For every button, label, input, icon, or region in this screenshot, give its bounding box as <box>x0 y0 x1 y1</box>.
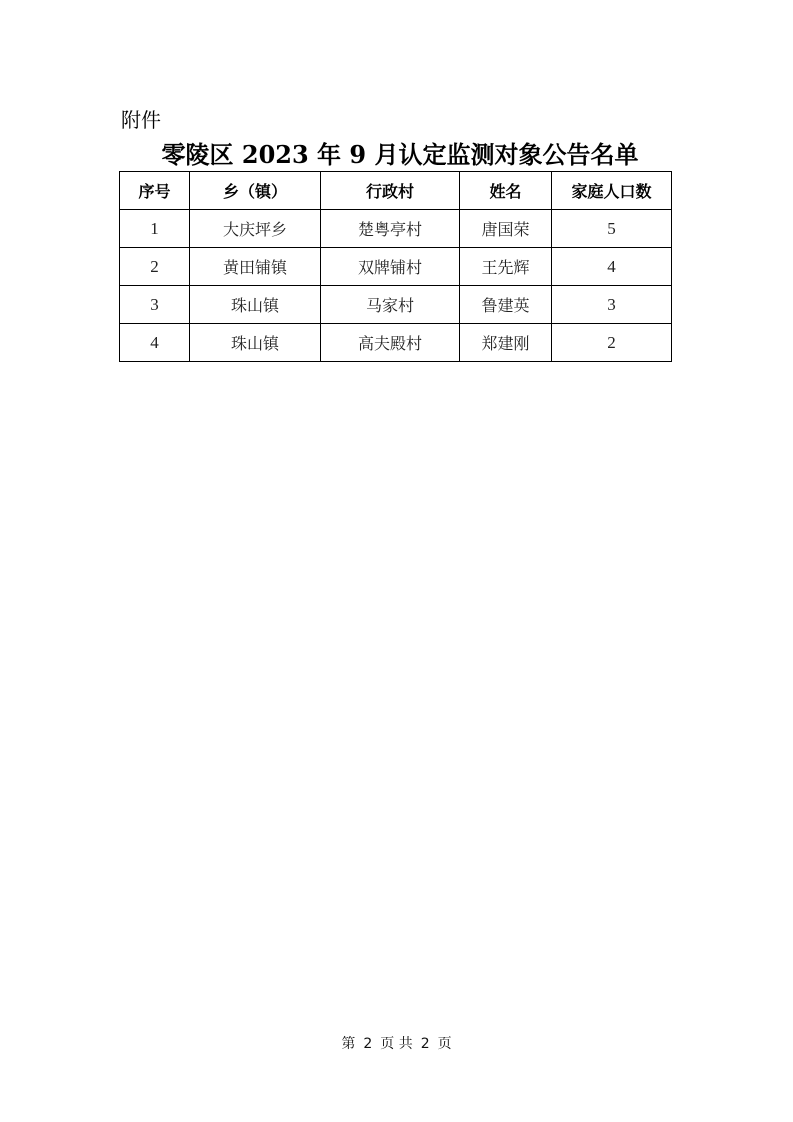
cell-name: 王先辉 <box>460 248 552 286</box>
table-row <box>120 324 672 362</box>
cell-village: 双牌铺村 <box>321 248 460 286</box>
header-household-size: 家庭人口数 <box>552 172 672 210</box>
cell-name: 鲁建英 <box>460 286 552 324</box>
footer-current-page: 2 <box>363 1036 373 1052</box>
cell-index: 3 <box>120 286 190 324</box>
cell-household-size: 5 <box>552 210 672 248</box>
cell-village: 高夫殿村 <box>321 324 460 362</box>
cell-household-size: 4 <box>552 248 672 286</box>
header-village: 行政村 <box>321 172 460 210</box>
cell-village: 楚粤亭村 <box>321 210 460 248</box>
cell-household-size: 2 <box>552 324 672 362</box>
cell-name: 郑建刚 <box>460 324 552 362</box>
footer-total-pages: 2 <box>420 1036 430 1052</box>
cell-household-size: 3 <box>552 286 672 324</box>
cell-township: 珠山镇 <box>190 286 321 324</box>
cell-township: 黄田铺镇 <box>190 248 321 286</box>
monitoring-roster-table <box>119 171 672 362</box>
cell-index: 4 <box>120 324 190 362</box>
header-name: 姓名 <box>460 172 552 210</box>
header-index: 序号 <box>120 172 190 210</box>
footer-middle: 页 共 <box>380 1036 413 1052</box>
footer-prefix: 第 <box>341 1036 356 1052</box>
table-header-row <box>120 172 672 210</box>
table-row <box>120 286 672 324</box>
table-row <box>120 248 672 286</box>
cell-township: 大庆坪乡 <box>190 210 321 248</box>
table-row <box>120 210 672 248</box>
header-township: 乡（镇） <box>190 172 321 210</box>
cell-village: 马家村 <box>321 286 460 324</box>
document-title: 零陵区 2023 年 9 月认定监测对象公告名单 <box>161 140 639 169</box>
cell-township: 珠山镇 <box>190 324 321 362</box>
cell-name: 唐国荣 <box>460 210 552 248</box>
footer-suffix: 页 <box>437 1036 452 1052</box>
attachment-label: 附件 <box>121 108 161 132</box>
cell-index: 1 <box>120 210 190 248</box>
cell-index: 2 <box>120 248 190 286</box>
page-footer <box>0 1034 793 1054</box>
